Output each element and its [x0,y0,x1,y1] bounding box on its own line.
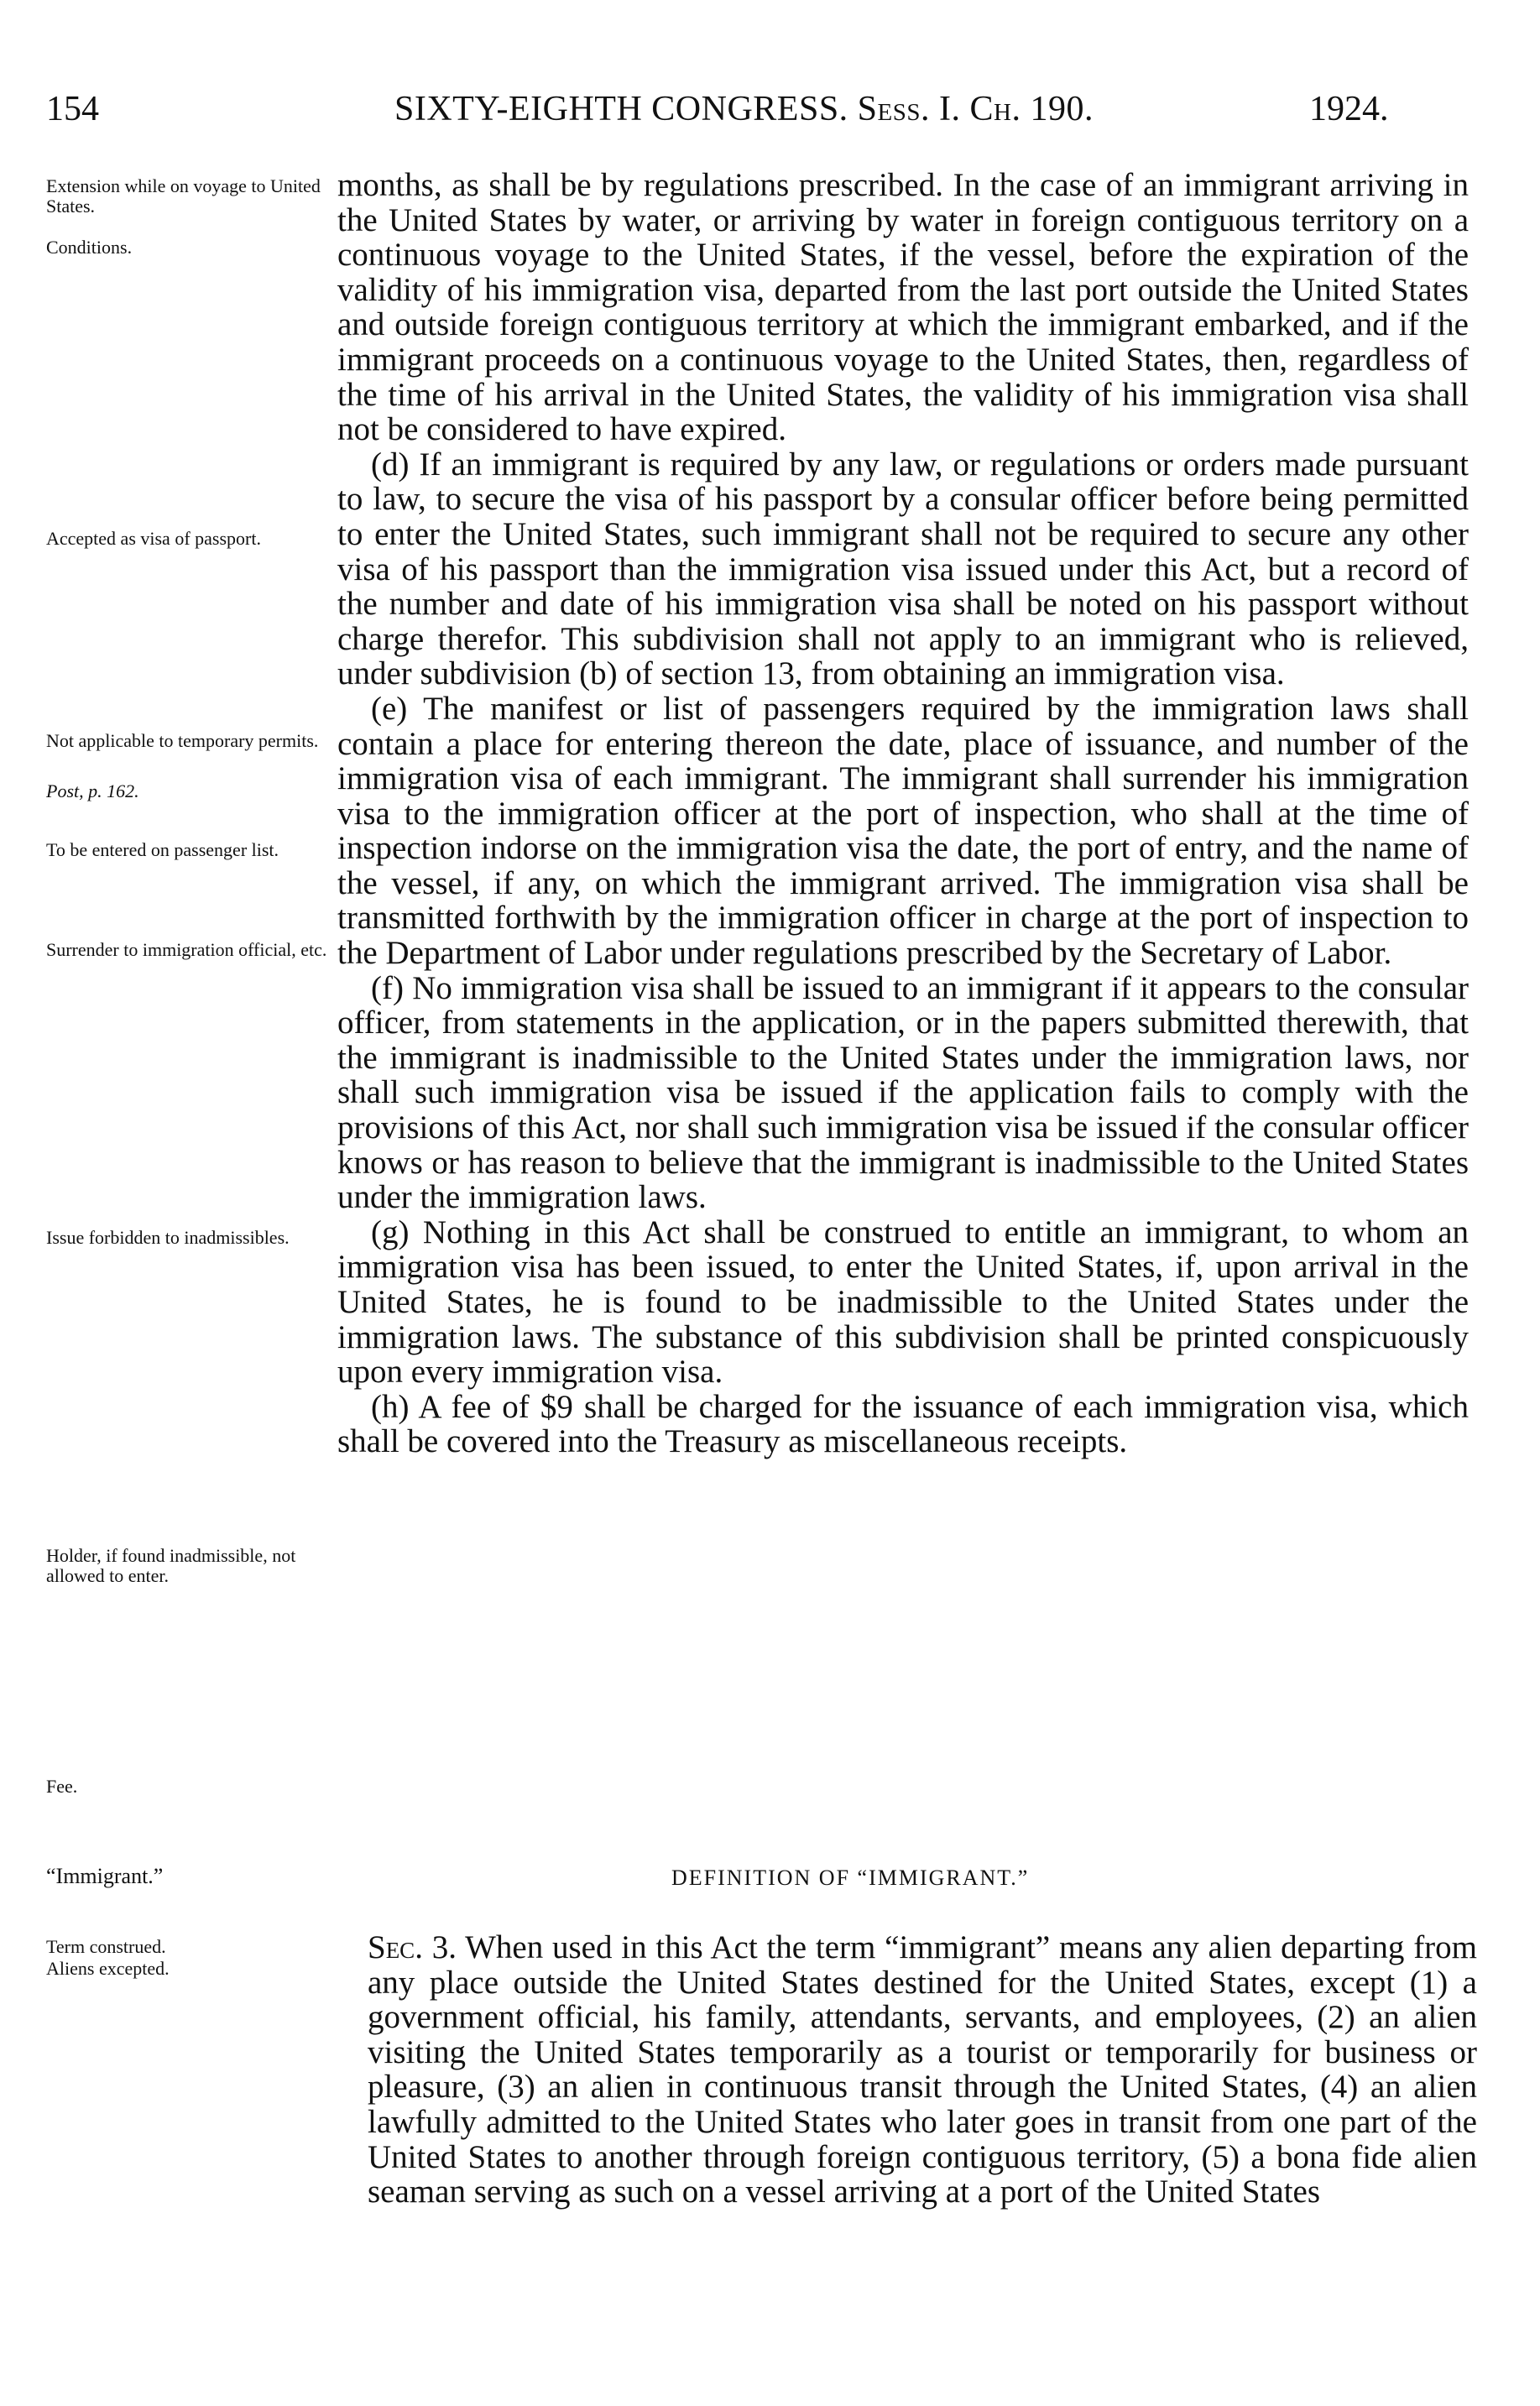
section-3-body: When used in this Act the term “immigrant” means any alien departing from any place outside the United States destined for the United States, except (1) a government official, his family, attendants, servants, and employees, (2) an alien visiting the United States temporarily as a tourist or temporarily for business or pleasure, (3) an alien in continuous transit through the United States, (4) an alien lawfully admitted to the United States who later goes in transit from one part of the United States to another through foreign contiguous territory, (5) a bona fide alien seaman serving as such on a vessel arriving at a port of the United States [368,1929,1478,2210]
margin-note-extension: Extension while on voyage to United States. [46,175,321,217]
paragraph-h: (h) A fee of $9 shall be charged for the issuance of each immigration visa, which shall be covered into the Treasury as miscellaneous receipts. [337,1388,1469,1460]
body-text [337,168,1469,1459]
section-3-text [368,1930,1477,2210]
paragraph-f: (f) No immigration visa shall be issued to an immigrant if it appears to the consular officer, from statements in the application, or in the papers submitted therewith, that the immigrant is inadmissible to the United States under the immigration laws, nor shall such immigration visa be issued if the application fails to comply with the provisions of this Act, nor shall such immigration visa be issued if the consular officer knows or has reason to believe that the immigrant is inadmissible to the United States under the immigration laws. [337,969,1469,1216]
running-title: SIXTY-EIGHTH CONGRESS. Sess. I. Ch. 190. [394,90,1094,128]
section-3-paragraph [368,1930,1477,2210]
margin-note-not-applicable: Not applicable to temporary permits. [46,730,319,751]
margin-note-fee: Fee. [46,1776,78,1797]
page-number: 154 [46,90,99,128]
margin-note-conditions: Conditions. [46,237,133,258]
paragraph-g: (g) Nothing in this Act shall be construed to entitle an immigrant, to whom an immigration visa has been issued, to enter the United States, if, upon arrival in the United States, he is found to be inadmissible to the United States under the immigration laws. The substance of this subdivision shall be printed conspicuously upon every immigration visa. [337,1213,1469,1391]
margin-note-post-reference: Post, p. 162. [46,780,139,801]
paragraph-c-continuation: months, as shall be by regulations prescribed. In the case of an immigrant arriving in the United States by water, or arriving by water in foreign contiguous territory on a continuous voyage to the United States, if the vessel, before the expiration of the validity of his immigration visa, departed from the last port outside the United States and outside foreign contiguous territory at which the immigrant embarked, and if the immigrant proceeds on a continuous voyage to the United States, then, regardless of the time of his arrival in the United States, the validity of his immigration visa shall not be considered to have expired. [337,167,1469,448]
margin-note-surrender: Surrender to immigration official, etc. [46,939,327,960]
margin-note-holder-inadmissible: Holder, if found inadmissible, not allowed to enter. [46,1545,296,1586]
margin-note-term-construed: Term construed. [46,1936,166,1957]
margin-note-aliens-excepted: Aliens excepted. [46,1958,170,1979]
margin-note-issue-forbidden: Issue forbidden to inadmissibles. [46,1227,290,1248]
margin-note-immigrant: “Immigrant.” [46,1864,164,1888]
paragraph-e: (e) The manifest or list of passengers required by the immigration laws shall contain a place for entering thereon the date, place of issuance, and number of the immigration visa of each immigrant. The immigrant shall surrender his immigration visa to the immigration officer at the port of inspection, who shall at the time of inspection indorse on the immigration visa the date, the port of entry, and the name of the vessel, if any, on which the immigrant arrived. The immigration visa shall be transmitted forthwith by the immigration officer in charge at the port of inspection to the Department of Labor under regulations prescribed by the Secretary of Labor. [337,690,1469,972]
section-label: Sec. 3. [368,1929,457,1965]
header-year: 1924. [1309,90,1389,128]
section-heading: DEFINITION OF “IMMIGRANT.” [671,1866,1030,1890]
margin-note-passenger-list: To be entered on passenger list. [46,839,279,860]
paragraph-d: (d) If an immigrant is required by any law, or regulations or orders made pursuant to law, to secure the visa of his passport by a consular officer before being permitted to enter the United States, such immigrant shall not be required to secure any other visa of his passport than the immigration visa issued under this Act, but a record of the number and date of his immigration visa shall be noted on his passport without charge therefor. This subdivision shall not apply to an immigrant who is relieved, under subdivision (b) of section 13, from obtaining an immigration visa. [337,446,1469,692]
margin-note-accepted-visa: Accepted as visa of passport. [46,528,261,549]
